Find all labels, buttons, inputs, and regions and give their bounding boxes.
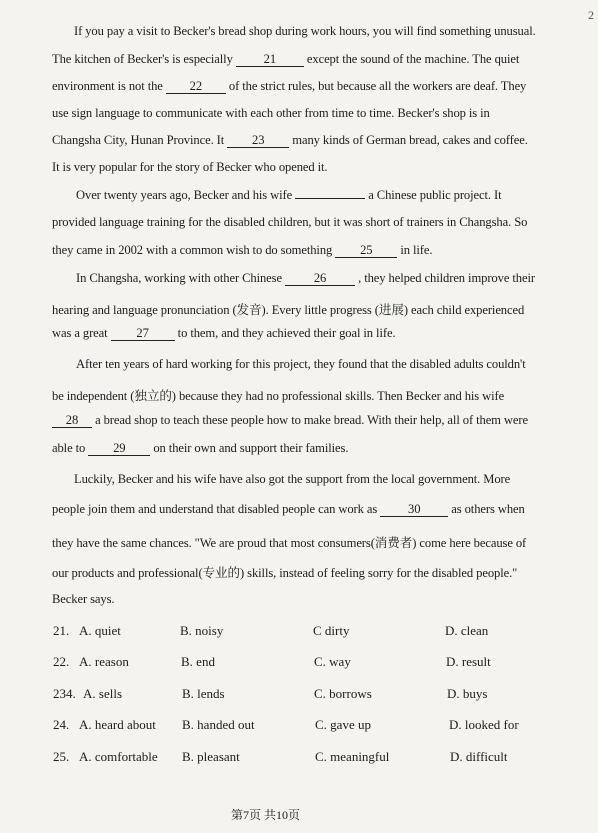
blank-30: 30 bbox=[380, 503, 448, 517]
text-line: be independent (独立的) because they had no professional skills. Then Becker and his wife bbox=[52, 389, 505, 403]
text-segment: , they helped children improve their bbox=[358, 271, 535, 285]
option-b[interactable]: B. pleasant bbox=[182, 749, 240, 764]
page-footer: 第7页 共10页 bbox=[231, 808, 301, 822]
option-c[interactable]: C. borrows bbox=[314, 686, 372, 701]
blank-29: 29 bbox=[88, 442, 150, 456]
text-line: If you pay a visit to Becker's bread shop during work hours, you will find something unusual. bbox=[74, 24, 536, 38]
text-segment: able to bbox=[52, 441, 86, 455]
blank-25: 25 bbox=[335, 244, 397, 258]
option-b[interactable]: B. end bbox=[181, 654, 215, 669]
text-segment: on their own and support their families. bbox=[153, 441, 349, 455]
options-row-23 bbox=[53, 686, 573, 704]
text-segment: they came in 2002 with a common wish to do something bbox=[52, 243, 333, 257]
option-b[interactable]: B. lends bbox=[182, 686, 225, 701]
text-segment: Over twenty years ago, Becker and his wife bbox=[76, 188, 293, 202]
text-line: Luckily, Becker and his wife have also got the support from the local government. More bbox=[74, 472, 511, 486]
text-segment: environment is not the bbox=[52, 79, 163, 93]
text-line bbox=[76, 188, 502, 203]
option-c[interactable]: C. meaningful bbox=[315, 749, 390, 764]
text-line bbox=[52, 52, 519, 67]
option-d[interactable]: D. looked for bbox=[449, 717, 519, 732]
page-edge-mark: 2 bbox=[588, 8, 594, 22]
text-segment: to them, and they achieved their goal in life. bbox=[177, 326, 396, 340]
text-segment: a bread shop to teach these people how to make bread. With their help, all of them were bbox=[95, 413, 528, 427]
option-c[interactable]: C. way bbox=[314, 654, 351, 669]
text-segment: was a great bbox=[52, 326, 108, 340]
text-segment: a Chinese public project. It bbox=[368, 188, 502, 202]
text-line: It is very popular for the story of Becker who opened it. bbox=[52, 160, 328, 174]
blank-23: 23 bbox=[227, 134, 289, 148]
text-line bbox=[52, 133, 528, 148]
option-b[interactable]: B. handed out bbox=[182, 717, 255, 732]
question-number: 25. bbox=[53, 749, 70, 764]
blank-24 bbox=[295, 198, 365, 199]
text-segment: In Changsha, working with other Chinese bbox=[76, 271, 282, 285]
text-segment: except the sound of the machine. The quiet bbox=[306, 52, 520, 66]
options-row-22 bbox=[53, 654, 573, 672]
text-line: After ten years of hard working for this project, they found that the disabled adults couldn't bbox=[76, 357, 526, 371]
text-line: use sign language to communicate with each other from time to time. Becker's shop is in bbox=[52, 106, 490, 120]
text-line bbox=[52, 413, 528, 428]
option-c[interactable]: C dirty bbox=[313, 623, 350, 638]
text-line bbox=[76, 271, 535, 286]
option-d[interactable]: D. clean bbox=[445, 623, 489, 638]
option-c[interactable]: C. gave up bbox=[315, 717, 371, 732]
blank-28: 28 bbox=[52, 414, 92, 428]
text-segment: many kinds of German bread, cakes and coffee. bbox=[292, 133, 528, 147]
option-a[interactable]: A. sells bbox=[83, 686, 122, 701]
text-line: our products and professional(专业的) skills, instead of feeling sorry for the disabled people." bbox=[52, 566, 518, 580]
text-segment: Changsha City, Hunan Province. It bbox=[52, 133, 225, 147]
option-a[interactable]: A. heard about bbox=[79, 717, 156, 732]
text-line: hearing and language pronunciation (发音). Every little progress (进展) each child experienced bbox=[52, 303, 525, 317]
options-row-21 bbox=[53, 623, 573, 641]
blank-27: 27 bbox=[111, 327, 175, 341]
option-a[interactable]: A. comfortable bbox=[79, 749, 158, 764]
option-d[interactable]: D. difficult bbox=[450, 749, 508, 764]
text-line: Becker says. bbox=[52, 592, 115, 606]
text-segment: in life. bbox=[400, 243, 433, 257]
text-line bbox=[52, 79, 526, 94]
text-segment: of the strict rules, but because all the workers are deaf. They bbox=[228, 79, 527, 93]
blank-22: 22 bbox=[166, 80, 226, 94]
blank-21: 21 bbox=[236, 53, 304, 67]
text-line: they have the same chances. "We are proud that most consumers(消费者) come here because of bbox=[52, 536, 527, 550]
question-number: 22. bbox=[53, 654, 70, 669]
text-line: provided language training for the disabled children, but it was short of trainers in Changsha. So bbox=[52, 215, 528, 229]
text-line bbox=[52, 326, 396, 341]
text-segment: The kitchen of Becker's is especially bbox=[52, 52, 233, 66]
text-segment: people join them and understand that disabled people can work as bbox=[52, 502, 378, 516]
options-row-24 bbox=[53, 717, 573, 735]
text-line bbox=[52, 502, 525, 517]
option-d[interactable]: D. buys bbox=[447, 686, 488, 701]
blank-26: 26 bbox=[285, 272, 355, 286]
question-number: 234. bbox=[53, 686, 76, 701]
text-line bbox=[52, 441, 348, 456]
option-b[interactable]: B. noisy bbox=[180, 623, 224, 638]
option-d[interactable]: D. result bbox=[446, 654, 491, 669]
options-row-25 bbox=[53, 749, 573, 767]
text-segment: as others when bbox=[451, 502, 525, 516]
question-number: 24. bbox=[53, 717, 70, 732]
option-a[interactable]: A. quiet bbox=[79, 623, 121, 638]
question-number: 21. bbox=[53, 623, 70, 638]
option-a[interactable]: A. reason bbox=[79, 654, 129, 669]
text-line bbox=[52, 243, 432, 258]
